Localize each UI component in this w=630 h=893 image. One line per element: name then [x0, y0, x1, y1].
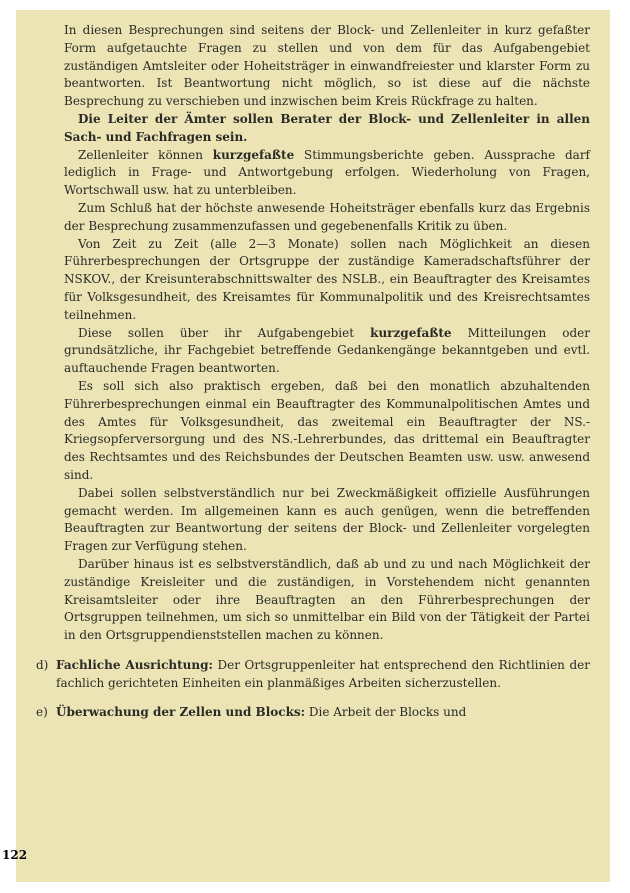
paragraph: Es soll sich also praktisch ergeben, daß bei den monatlich abzuhaltenden Führerbesprechungen einmal ein Beauftragter des Kommunalpolitischen Amtes und des Amtes für Volksgesundheit, das zweitemal ein Beauftragter der NS.-Kriegsopferversorgung und des NS.-Lehrerbundes, das drittemal ein Beauftragter des Rechtsamtes und des Reichsbundes der Deutschen Beamten usw. usw. anwesend sind. — [64, 378, 590, 482]
list-body: Überwachung der Zellen und Blocks: Die Arbeit der Blocks und — [56, 705, 467, 720]
paragraph: Darüber hinaus ist es selbstverständlich, daß ab und zu und nach Möglichkeit der zuständige Kreisleiter und die zuständigen, in Vorstehendem nicht genannten Kreisamtsleiter oder ihre Beauftragten an den Führerbesprechungen der Ortsgruppen teilnehmen, um sich so unmittelbar ein Bild von der Tätigkeit der Partei in den Ortsgruppendienststellen machen zu können. — [64, 556, 590, 643]
paragraph: Diese sollen über ihr Aufgabengebiet kurzgefaßte Mitteilungen oder grundsätzliche, ihr Fachgebiet betreffende Gedankengänge bekanntgeben und evtl. auftauchende Fragen beantworten. — [64, 325, 591, 376]
book-page — [16, 10, 610, 882]
list-marker: e) — [36, 705, 48, 720]
paragraph: In diesen Besprechungen sind seitens der Block- und Zellenleiter in kurz gefaßter Form aufgetauchte Fragen zu stellen und von dem für das Aufgabengebiet zuständigen Amtsleiter oder Hoheitsträger in einwandfreiester und klarster Form zu beantworten. Ist Beantwortung nicht möglich, so ist diese auf die nächste Besprechung zu verschieben und inzwischen beim Kreis Rückfrage zu halten. — [64, 23, 590, 109]
list-item-e — [36, 704, 590, 722]
paragraph: Zum Schluß hat der höchste anwesende Hoheitsträger ebenfalls kurz das Ergebnis der Besprechung zusammenzufassen und gegebenenfalls Kritik zu üben. — [64, 200, 590, 233]
page-number: 122 — [2, 848, 28, 862]
paragraph-bold: Die Leiter der Ämter sollen Berater der Block- und Zellenleiter in allen Sach- und Fachfragen sein. — [64, 111, 590, 144]
paragraph: Zellenleiter können kurzgefaßte Stimmungsberichte geben. Aussprache darf lediglich in Frage- und Antwortgebung erfolgen. Wiederholung von Fragen, Wortschwall usw. hat zu unterbleiben. — [64, 147, 591, 198]
list-item-d — [36, 657, 590, 693]
list-body: Fachliche Ausrichtung: Der Ortsgruppenleiter hat entsprechend den Richtlinien der fachlich gerichteten Einheiten ein planmäßiges Arbeiten sicherzustellen. — [56, 657, 590, 690]
paragraph: Dabei sollen selbstverständlich nur bei Zweckmäßigkeit offizielle Ausführungen gemacht werden. Im allgemeinen kann es auch genügen, wenn die betreffenden Beauftragten zur Beantwortung der seitens der Block- und Zellenleiter vorgelegten Fragen zur Verfügung stehen. — [64, 485, 590, 554]
body-text — [64, 22, 590, 645]
paragraph: Von Zeit zu Zeit (alle 2—3 Monate) sollen nach Möglichkeit an diesen Führerbesprechungen der Ortsgruppe der zuständige Kameradschaftsführer der NSKOV., der Kreisunterabschnittswalter des NSLB., ein Beauftragter des Kreisamtes für Volksgesundheit, des Kreisamtes für Kommunalpolitik und des Kreisrechtsamtes teilnehmen. — [64, 236, 590, 322]
list-marker: d) — [36, 657, 49, 672]
